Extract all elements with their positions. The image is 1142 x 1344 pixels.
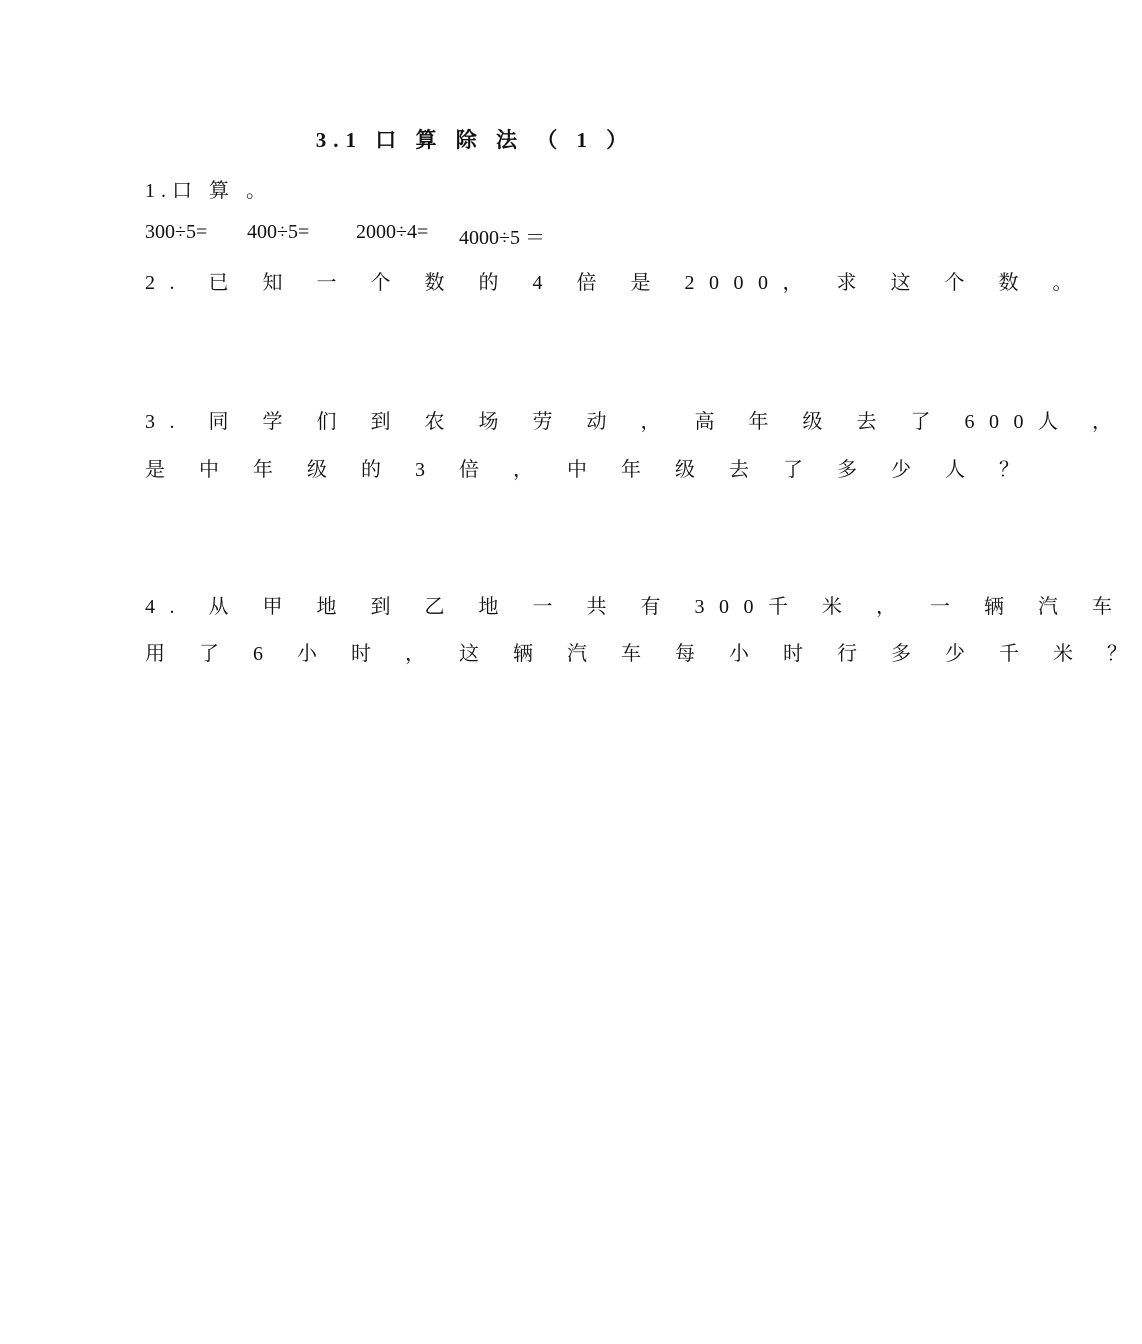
oral-calculation-row xyxy=(145,221,605,247)
question-1-heading: 1.口 算 。 xyxy=(145,180,272,202)
oral-item-3: 2000÷4= xyxy=(356,221,429,243)
question-3-line-1: 3. 同 学 们 到 农 场 劳 动 ， 高 年 级 去 了 600人 ， xyxy=(145,411,1127,433)
question-4-line-2: 用 了 6 小 时 ， 这 辆 汽 车 每 小 时 行 多 少 千 米 ？ xyxy=(145,643,1142,665)
oral-item-2: 400÷5= xyxy=(247,221,310,243)
oral-item-1: 300÷5= xyxy=(145,221,208,243)
question-4-line-1: 4. 从 甲 地 到 乙 地 一 共 有 300千 米 ， 一 辆 汽 车 xyxy=(145,596,1127,618)
oral-item-4: 4000÷5 ＝ xyxy=(459,227,545,249)
worksheet-title: 3.1 口 算 除 法 （ 1 ） xyxy=(315,128,635,152)
question-2-text: 2. 已 知 一 个 数 的 4 倍 是 2000， 求 这 个 数 。 xyxy=(145,272,1087,294)
question-3-line-2: 是 中 年 级 的 3 倍 ， 中 年 级 去 了 多 少 人 ？ xyxy=(145,459,1034,481)
